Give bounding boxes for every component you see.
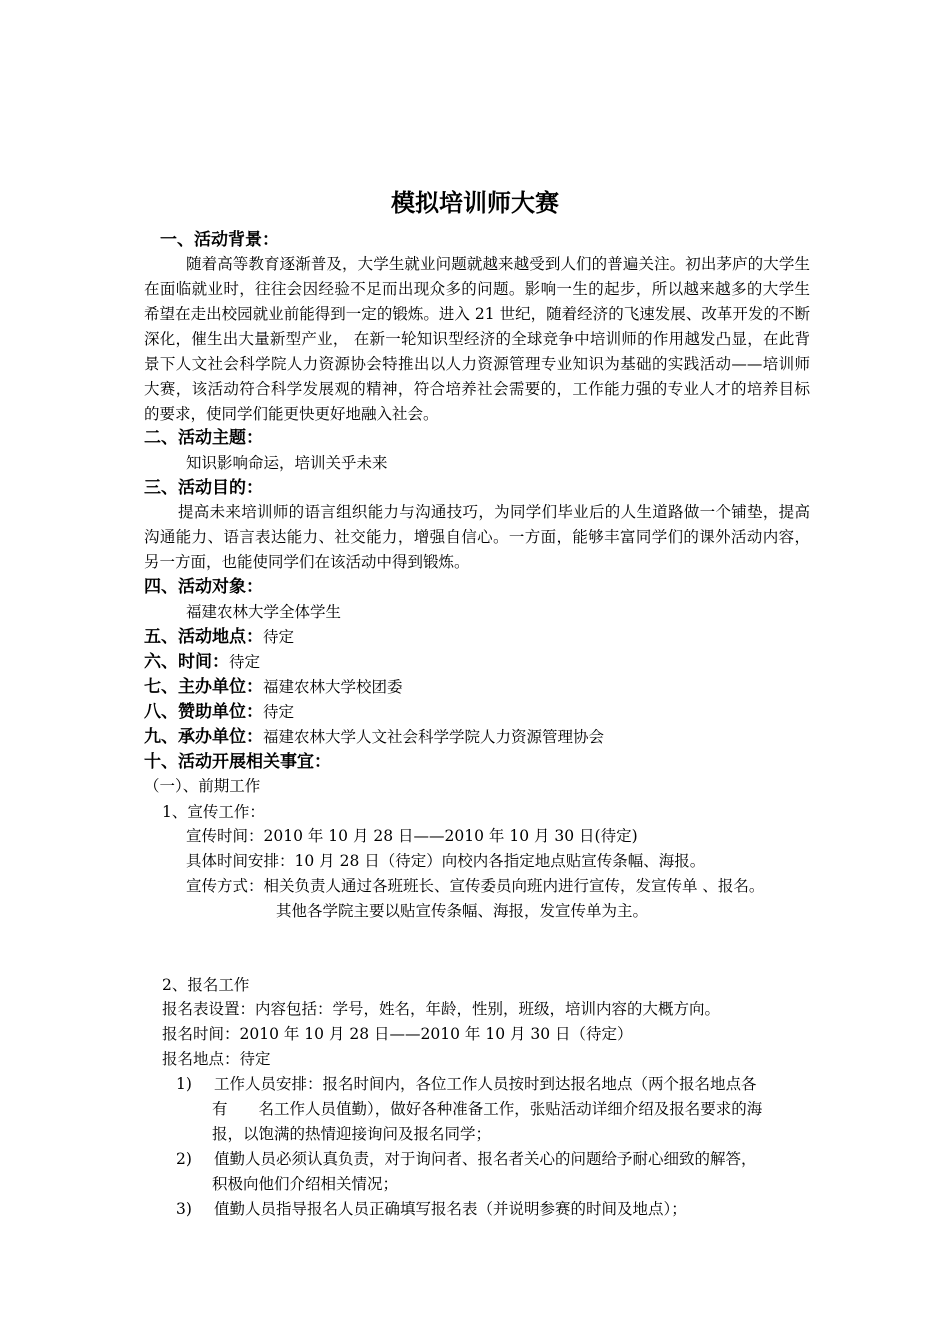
section-5-heading: 五、活动地点： [144,627,263,647]
registration-place: 报名地点：待定 [162,1050,271,1068]
publicity-time: 宣传时间：2010 年 10 月 28 日——2010 年 10 月 30 日(待定) [186,827,638,845]
section-7-value: 福建农林大学校团委 [263,678,403,696]
section-8 [144,700,294,724]
list-item-number: 1) [176,1075,192,1093]
section-8-heading: 八、赞助单位： [144,702,263,722]
section-1-heading: 一、活动背景： [160,230,279,250]
section-4-heading: 四、活动对象： [144,577,263,597]
publicity-method: 宣传方式：相关负责人通过各班班长、宣传委员向班内进行宣传，发宣传单 、报名。 [186,877,765,895]
list-item-line: 值勤人员必须认真负责，对于询问者、报名者关心的问题给予耐心细致的解答， [214,1150,757,1168]
section-7-heading: 七、主办单位： [144,677,263,697]
section-10-heading: 十、活动开展相关事宜： [144,752,331,772]
list-item-number: 3) [176,1200,192,1218]
list-item-line: 积极向他们介绍相关情况； [212,1175,399,1193]
publicity-schedule: 具体时间安排：10 月 28 日（待定）向校内各指定地点贴宣传条幅、海报。 [186,852,706,870]
registration-title: 2、报名工作 [162,976,250,994]
list-item-line: 值勤人员指导报名人员正确填写报名表（并说明参赛的时间及地点）； [214,1200,687,1218]
list-item [176,1147,757,1171]
publicity-title: 1、宣传工作： [162,803,265,821]
section-8-value: 待定 [263,703,295,721]
registration-form: 报名表设置：内容包括：学号，姓名，年龄，性别，班级，培训内容的大概方向。 [162,1000,721,1018]
list-item-line: 有 名工作人员值勤），做好各种准备工作，张贴活动详细介绍及报名要求的海 [212,1100,763,1118]
list-item [176,1197,687,1221]
section-9-value: 福建农林大学人文社会科学学院人力资源管理协会 [263,728,605,746]
list-item-number: 2) [176,1150,192,1168]
section-5-value: 待定 [263,628,295,646]
section-3-body: 提高未来培训师的语言组织能力与沟通技巧，为同学们毕业后的人生道路做一个铺垫，提高沟通能力、语言表达能力、社交能力，增强自信心。一方面，能够丰富同学们的课外活动内容，另一方面，也能使同学们在该活动中得到锻炼。 [144,503,810,571]
section-2-heading: 二、活动主题： [144,428,263,448]
list-item-line: 报，以饱满的热情迎接询问及报名同学； [212,1125,492,1143]
section-6 [144,650,260,674]
list-item-line: 工作人员安排：报名时间内，各位工作人员按时到达报名地点（两个报名地点各 [214,1075,757,1093]
publicity-method-cont: 其他各学院主要以贴宣传条幅、海报，发宣传单为主。 [276,902,649,920]
section-9 [144,725,604,749]
section-7 [144,675,403,699]
section-6-value: 待定 [229,653,261,671]
list-item [176,1072,757,1096]
registration-time: 报名时间：2010 年 10 月 28 日——2010 年 10 月 30 日（待定） [162,1025,633,1043]
section-9-heading: 九、承办单位： [144,727,263,747]
section-2-body: 知识影响命运，培训关乎未来 [186,454,388,472]
part-1-label: （一）、前期工作 [144,777,261,795]
section-4-body: 福建农林大学全体学生 [186,603,342,621]
section-5 [144,625,294,649]
section-1-body: 随着高等教育逐渐普及，大学生就业问题就越来越受到人们的普遍关注。初出茅庐的大学生在面临就业时，往往会因经验不足而出现众多的问题。影响一生的起步，所以越来越多的大学生希望在走出校园就业前能得到一定的锻炼。进入 21 世纪，随着经济的飞速发展、改革开发的不断深化，催生出大量新型产业， 在新一轮知识型经济的全球竞争中培训师的作用越发凸显，在此背景下人文社会科学院人力资源协会特推出以人力资源管理专业知识为基础的实践活动——培训师大赛，该活动符合科学发展观的精神，符合培养社会需要的，工作能力强的专业人才的培养目标的要求，使同学们能更快更好地融入社会。 [144,255,810,423]
section-6-heading: 六、时间： [144,652,229,672]
section-3-heading: 三、活动目的： [144,478,263,498]
page-title: 模拟培训师大赛 [391,189,559,217]
